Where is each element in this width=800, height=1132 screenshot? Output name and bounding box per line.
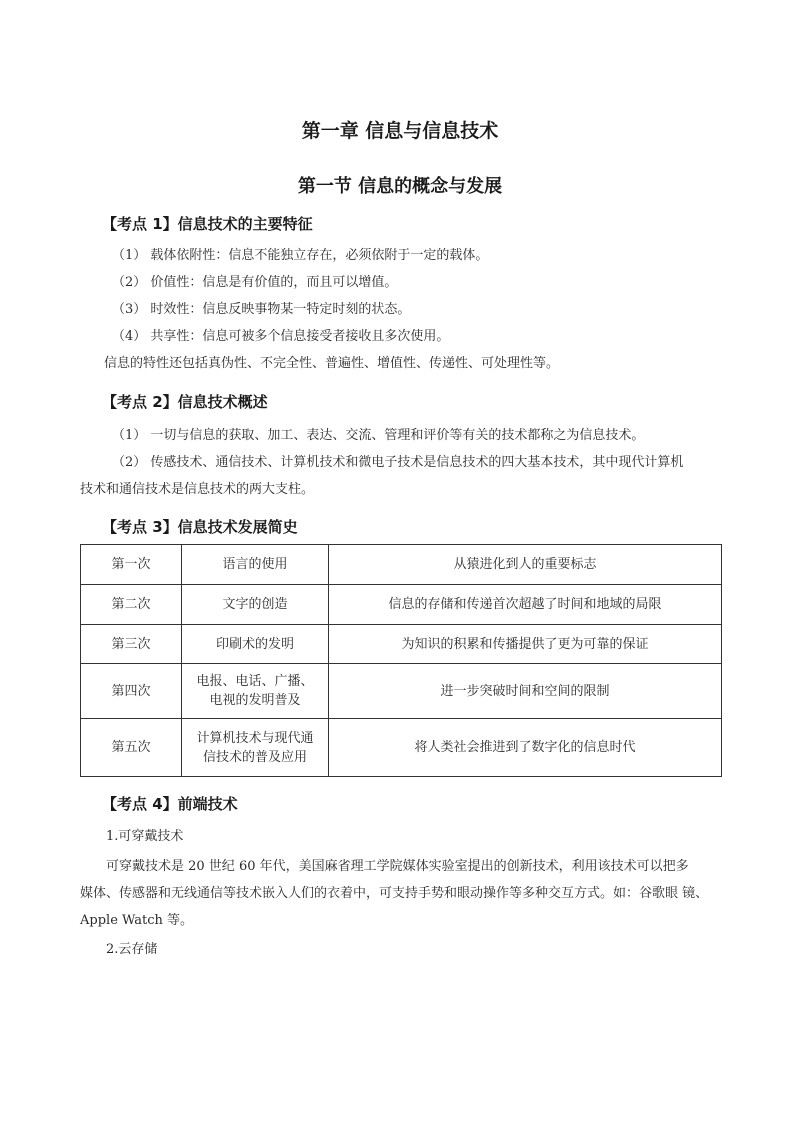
table-cell-event: [182, 625, 329, 664]
kp1-heading: 【考点 1】信息技术的主要特征: [102, 215, 313, 233]
kp2-item-1: （1） 一切与信息的获取、加工、表达、交流、管理和评价等有关的技术都称之为信息技术。: [112, 428, 645, 443]
table-cell-order: 第五次: [81, 719, 182, 777]
section-title: 第一节 信息的概念与发展: [297, 176, 503, 197]
event-text-continued: 信技术的普及应用: [202, 749, 307, 765]
event-text-continued: 电视的发明普及: [209, 693, 301, 708]
kp4-subheading-wearable: 1.可穿戴技术: [106, 829, 184, 844]
table-cell-meaning: 将人类社会推进到了数字化的信息时代: [329, 719, 722, 777]
table-cell-meaning: 进一步突破时间和空间的限制: [329, 664, 722, 719]
kp4-paragraph-line-1: 可穿戴技术是 20 世纪 60 年代，美国麻省理工学院媒体实验室提出的创新技术，利用该技术可以把多: [106, 859, 689, 874]
event-text: 印刷术的发明: [215, 636, 294, 652]
table-cell-meaning: 信息的存储和传递首次超越了时间和地域的局限: [329, 585, 722, 625]
kp4-paragraph-line-3: Apple Watch 等。: [80, 913, 194, 928]
history-table: [80, 544, 722, 777]
table-cell-order: 第二次: [81, 585, 182, 625]
chapter-title: 第一章 信息与信息技术: [301, 120, 499, 142]
event-text: 文字的创造: [222, 597, 288, 612]
kp3-heading: 【考点 3】信息技术发展简史: [102, 518, 298, 536]
kp1-item-2: （2） 价值性：信息是有价值的，而且可以增值。: [112, 275, 398, 290]
kp1-item-3: （3） 时效性：信息反映事物某一特定时刻的状态。: [112, 302, 411, 317]
table-row: [81, 664, 722, 719]
table-cell-event: [182, 545, 329, 585]
kp1-item-4: （4） 共享性：信息可被多个信息接受者接收且多次使用。: [112, 329, 450, 344]
table-row: [81, 545, 722, 585]
kp1-note: 信息的特性还包括真伪性、不完全性、普遍性、增值性、传递性、可处理性等。: [104, 356, 560, 371]
table-cell-event: [182, 664, 329, 719]
table-cell-order: 第四次: [81, 664, 182, 719]
kp2-item-2-line-1: （2） 传感技术、通信技术、计算机技术和微电子技术是信息技术的四大基本技术，其中现代计算机: [112, 455, 684, 470]
table-row: [81, 719, 722, 777]
event-text: 计算机技术与现代通: [196, 730, 314, 746]
event-text: 电报、电话、广播、: [196, 674, 314, 689]
event-text: 语言的使用: [222, 557, 288, 572]
table-cell-order: 第三次: [81, 625, 182, 664]
table-cell-order: 第一次: [81, 545, 182, 585]
kp4-heading: 【考点 4】前端技术: [102, 795, 238, 813]
kp4-paragraph-line-2: 媒体、传感器和无线通信等技术嵌入人们的衣着中，可支持手势和眼动操作等多种交互方式。如：谷歌眼 镜、: [80, 886, 709, 901]
table-cell-meaning: 从猿进化到人的重要标志: [329, 545, 722, 585]
table-cell-meaning: 为知识的积累和传播提供了更为可靠的保证: [329, 625, 722, 664]
table-cell-event: [182, 719, 329, 777]
kp2-heading: 【考点 2】信息技术概述: [102, 393, 268, 411]
table-row: [81, 585, 722, 625]
kp4-subheading-cloud-storage: 2.云存储: [106, 942, 158, 957]
table-row: [81, 625, 722, 664]
kp2-item-2-line-2: 技术和通信技术是信息技术的两大支柱。: [80, 482, 315, 497]
kp1-item-1: （1） 载体依附性：信息不能独立存在，必须依附于一定的载体。: [112, 248, 489, 263]
table-cell-event: [182, 585, 329, 625]
